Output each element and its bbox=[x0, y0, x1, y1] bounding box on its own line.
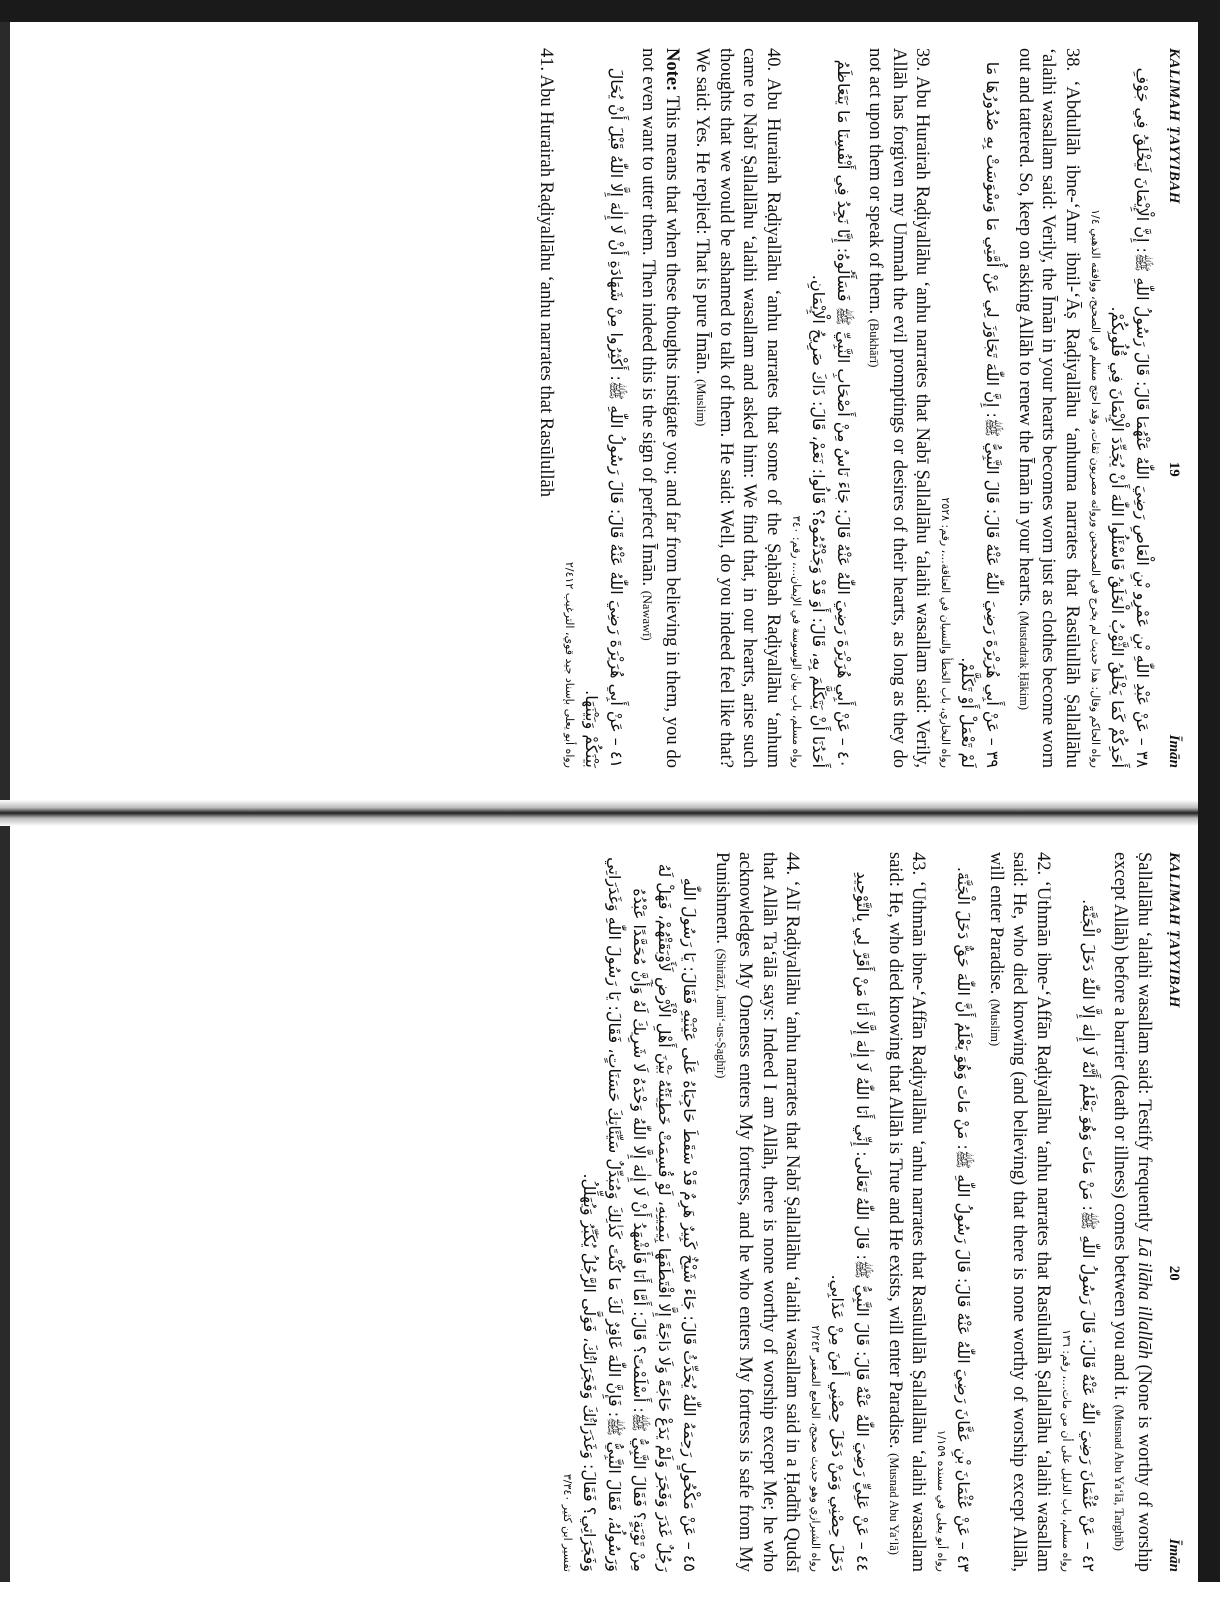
continuation-rest: (None is worthy of worship except Allāh) before a barrier (death or illness) comes between you and it. bbox=[1110, 852, 1154, 1573]
english-body: 44. ‘Alī Raḍiyallāhu ‘anhu narrates that Nabī Ṣallallāhu ‘alaihi wasallam said in a Ḥadīth Qudsī that Allāh Ta‘ālā says: Indeed I am Allāh, there is none worthy of worship except Me; he who acknowledges My Oneness enters My fortress, and he who enters My fortress is safe from My Punishment. bbox=[712, 852, 803, 1572]
scan-edge-right bbox=[1198, 0, 1220, 1582]
english-body: 39. Abu Hurairah Raḍiyallāhu ‘anhu narrates that Nabī Ṣallallāhu ‘alaihi wasallam said: Verily, Allāh has forgiven my Ummah the evil promptings or desires of their hearts, as long as they do not act upon them or speak of them. bbox=[865, 48, 933, 768]
hadith-42 bbox=[983, 852, 1102, 1572]
page-19 bbox=[28, 22, 1198, 797]
arabic-text: ٣٩ – عَنْ أَبِي هُرَيْرَةَ رَضِيَ اللّٰهُ عَنْهُ قَالَ: قَالَ النَّبِيُّ ﷺ: إِنَّ اللّٰهَ تَجَاوَزَ لِي عَنْ أُمَّتِي مَا وَسْوَسَتْ بِهِ صُدُورُهَا مَا لَمْ تَعْمَلْ أَوْ تَكَلَّمْ. bbox=[958, 61, 1003, 768]
arabic-reference: رواه أبو يعلى في مسنده ١/١٥٩ bbox=[935, 1429, 949, 1572]
arabic-text: ٤٣ – عَنْ عُثْمَانَ بْنِ عَفَّانَ رَضِيَ اللّٰهُ عَنْهُ قَالَ: قَالَ رَسُولُ اللّٰهِ ﷺ: مَنْ مَاتَ وَهُوَ يَعْلَمُ أَنَّ اللّٰهَ حَقٌّ دَخَلَ الْجَنَّةَ. bbox=[954, 866, 974, 1572]
english-text bbox=[862, 48, 934, 768]
page-number: 19 bbox=[1166, 461, 1182, 477]
source: (Musnad Abu Ya‘lā, Targhīb) bbox=[1112, 1404, 1127, 1551]
hadith-40 bbox=[635, 48, 856, 768]
english-body: 40. Abu Hurairah Raḍiyallāhu ‘anhu narrates that some of the Ṣaḥābah Raḍiyallāhu ‘anhum came to Nabī Ṣallallāhu ‘alaihi wasallam and asked him: We find that, in our hearts, arise such thoughts that we would be ashamed to talk of them. He said: Well, do you indeed feel like that? We said: Yes. He replied: That is pure Īmān. bbox=[692, 48, 783, 768]
arabic-reference: رواه البخاري، باب الخطأ والنسيان في العتاقة...، رقم: ٢٥٢٨ bbox=[939, 497, 953, 768]
scan-edge-left bbox=[0, 0, 10, 1582]
hadith-39 bbox=[862, 48, 1006, 768]
arabic-text: ٤٠ – عَنْ أَبِي هُرَيْرَةَ رَضِيَ اللّٰهُ عَنْهُ قَالَ: جَاءَ نَاسٌ مِنْ أَصْحَابِ النَّبِيِّ ﷺ فَسَأَلُوهُ: إِنَّا نَجِدُ فِي أَنْفُسِنَا مَا يَتَعَاظَمُ أَحَدُنَا أَنْ يَتَكَلَّمَ بِهِ، قَالَ: أَوَ قَدْ وَجَدْتُمُوهُ؟ قَالُوا: نَعَمْ، قَالَ: ذَاكَ صَرِيحُ الْإِيْمَانِ. bbox=[809, 59, 853, 768]
section-title: Īmān bbox=[1166, 734, 1182, 768]
hadith-41 bbox=[534, 48, 630, 768]
arabic-reference: رواه مسلم، باب الدليل على أن من مات...، رقم: ١٣٦ bbox=[1060, 1329, 1073, 1572]
section-title: Īmān bbox=[1166, 1538, 1182, 1572]
arabic-reference: رواه الشيرازي وهو حديث صحيح، الجامع الصغير ٢/٢٤٣ bbox=[809, 1325, 823, 1572]
hadith-43 bbox=[882, 852, 977, 1572]
source: (Bukhārī) bbox=[867, 318, 882, 368]
page-header bbox=[1165, 852, 1182, 1572]
note-text: This means that when these thoughts instigate you; and far from believing in them, you do not even want to utter them. Then indeed this is the sign of perfect Īmān. bbox=[638, 48, 682, 768]
note-label: Note: bbox=[662, 48, 682, 92]
arabic-reference: تفسير ابن كثير ٣/٣٤٠ bbox=[561, 1473, 575, 1572]
arabic-reference: رواه الحاكم وقال: هذا حديث لم يخرج في الصحيحين ورواته مصريون ثقات، وقد احتج مسلم في الصحيح، ووافقه الذهبي ١/٤ bbox=[1089, 209, 1102, 768]
page-number: 20 bbox=[1166, 1265, 1182, 1281]
source: (Shirāzī, Jami‘-us-Ṣaghīr) bbox=[714, 948, 728, 1079]
source: (Musnad Abu Ya‘lā) bbox=[887, 1453, 901, 1555]
book-gutter bbox=[0, 800, 1198, 826]
arabic-text: ٤١ – عَنْ أَبِي هُرَيْرَةَ رَضِيَ اللّٰهُ عَنْهُ قَالَ: قَالَ رَسُولُ اللّٰهِ ﷺ: أَكْثِرُوا مِنْ شَهَادَةِ أَنْ لَا إِلٰهَ إِلَّا اللّٰهُ قَبْلَ أَنْ يُحَالَ بَيْنَكُمْ وَبَيْنَهَا. bbox=[582, 67, 626, 768]
continuation-start: Ṣallallāhu ‘alaihi wasallam said: Testify frequently bbox=[1134, 852, 1154, 1232]
english-text bbox=[983, 852, 1055, 1572]
continuation-text bbox=[1107, 852, 1155, 1572]
header-title: KALIMAH ṬAYYIBAH bbox=[1166, 48, 1182, 204]
kalimah-italic: Lā ilāha illallāh bbox=[1134, 1237, 1154, 1360]
english-body: 42. ‘Uthmān ibne-‘Affān Raḍiyallāhu ‘anhu narrates that Rasūlullāh Ṣallallāhu ‘alaihi wasallam said: He, who died knowing (and believing) that there is none worthy of worship except Allāh, will enter Paradise. bbox=[986, 852, 1053, 1572]
arabic-text: ٤٢ – عَنْ عُثْمَانَ رَضِيَ اللّٰهُ عَنْهُ قَالَ: قَالَ رَسُولُ اللّٰهِ ﷺ: مَنْ مَاتَ وَهُوَ يَعْلَمُ أَنَّهُ لَا إِلٰهَ إِلَّا اللّٰهُ دَخَلَ الْجَنَّةَ. bbox=[1079, 899, 1098, 1572]
hadith-45 bbox=[560, 852, 703, 1572]
english-text bbox=[709, 852, 804, 1572]
page-header bbox=[1165, 48, 1182, 768]
english-text bbox=[882, 852, 930, 1572]
english-text: 41. Abu Hurairah Raḍiyallāhu ‘anhu narrates that Rasūlullāh bbox=[536, 48, 556, 498]
source: (Muslim) bbox=[694, 379, 709, 427]
header-title: KALIMAH ṬAYYIBAH bbox=[1166, 852, 1182, 1008]
scan-edge-top bbox=[0, 0, 1220, 22]
arabic-reference: رواه مسلم، باب بيان الوسوسة في الإيمان...، رقم: ٣٤٠ bbox=[790, 515, 803, 768]
english-text bbox=[1012, 48, 1084, 768]
arabic-text: ٣٨ – عَنْ عَبْدِ اللّٰهِ بْنِ عَمْرِو بْنِ الْعَاصِ رَضِيَ اللّٰهُ عَنْهُمَا قَالَ: قَالَ رَسُولُ اللّٰهِ ﷺ: إِنَّ الْإِيْمَانَ لَيَخْلَقُ فِي جَوْفِ أَحَدِكُمْ كَمَا يَخْلَقُ الثَّوْبُ الْخَلَقُ فَاسْئَلُوا اللّٰهَ أَنْ يُجَدِّدَ الْإِيْمَانَ فِي قُلُوبِكُمْ. bbox=[1108, 67, 1152, 768]
note-source: (Nawawī) bbox=[640, 590, 655, 641]
page-20 bbox=[28, 826, 1198, 1601]
hadith-38 bbox=[1012, 48, 1156, 768]
source: (Muslim) bbox=[988, 998, 1002, 1047]
note bbox=[635, 48, 683, 768]
english-body: 43. ‘Uthmān ibne-‘Affān Raḍiyallāhu ‘anhu narrates that Rasūlullāh Ṣallallāhu ‘alaihi wasallam said: He, who died knowing that Allāh is True and He exists, will enter Paradise. bbox=[885, 852, 929, 1572]
source: (Mustadrak Ḥākim) bbox=[1017, 611, 1031, 711]
english-body: 38. ‘Abdullāh ibne-‘Amr ibnil-‘Āṣ Raḍiyallāhu ‘anhuma narrates that Rasūlullāh Ṣallallāhu ‘alaihi wasallam said: Verily, the Īmān in your hearts becomes worn just as clothes become worn out and tattered. So, keep on asking Allāh to renew the Īmān in your hearts. bbox=[1015, 48, 1082, 768]
arabic-text: ٤٤ – عَنْ عَلِيٍّ رَضِيَ اللّٰهُ عَنْهُ قَالَ: قَالَ النَّبِيُّ ﷺ: قَالَ اللّٰهُ تَعَالَى: إِنِّي أَنَا اللّٰهُ لَا إِلٰهَ إِلَّا أَنَا مَنْ أَقَرَّ لِي بِالتَّوْحِيدِ دَخَلَ حِصْنِي وَمَنْ دَخَلَ حِصْنِي أَمِنَ مِنْ عَذَابِي. bbox=[828, 871, 873, 1572]
arabic-text: ٤٥ – عَنْ مَكْحُولٍ رَحِمَهُ اللّٰهُ يُحَدِّثُ قَالَ: جَاءَ شَيْخٌ كَبِيرٌ هَرِمٌ قَدْ سَقَطَ حَاجِبَاهُ عَلَى عَيْنَيْهِ فَقَالَ: يَا رَسُولَ اللّٰهِ رَجُلٌ غَدَرَ وَفَجَرَ وَلَمْ يَدَعْ حَاجَةً وَلَا دَاجَةً إِلَّا اقْتَطَفَهَا بِيَمِينِهِ، لَوْ قُسِمَتْ خَطِيئَتُهُ بَيْنَ أَهْلِ الْأَرْضِ لَأَوْبَقَتْهُمْ، فَهَلْ لَهُ مِنْ تَوْبَةٍ؟ فَقَالَ النَّبِيُّ ﷺ: أَسْلَمْتَ؟ قَالَ: أَمَّا أَنَا فَأَشْهَدُ أَنْ لَا إِلٰهَ إِلَّا اللّٰهُ وَحْدَهُ لَا شَرِيكَ لَهُ وَأَنَّ مُحَمَّدًا عَبْدُهُ وَرَسُولُهُ، فَقَالَ النَّبِيُّ ﷺ: فَإِنَّ اللّٰهَ غَافِرٌ لَكَ مَا كُنْتَ كَذٰلِكَ وَمُبَدِّلٌ سَيِّئَاتِكَ حَسَنَاتٍ، فَقَالَ: يَا رَسُولَ اللّٰهِ وَغَدَرَاتِي وَفَجَرَاتِي؟ فَقَالَ: وَغَدَرَاتُكَ وَفَجَرَاتُكَ، فَوَلَّى الرَّجُلُ يُكَبِّرُ وَيُهَلِّلُ. bbox=[580, 857, 700, 1572]
english-text bbox=[689, 48, 784, 768]
hadith-44 bbox=[709, 852, 876, 1572]
arabic-reference: رواه أبو يعلى بإسناد جيد قوي، الترغيب ٢/٤١٢ bbox=[563, 561, 576, 768]
